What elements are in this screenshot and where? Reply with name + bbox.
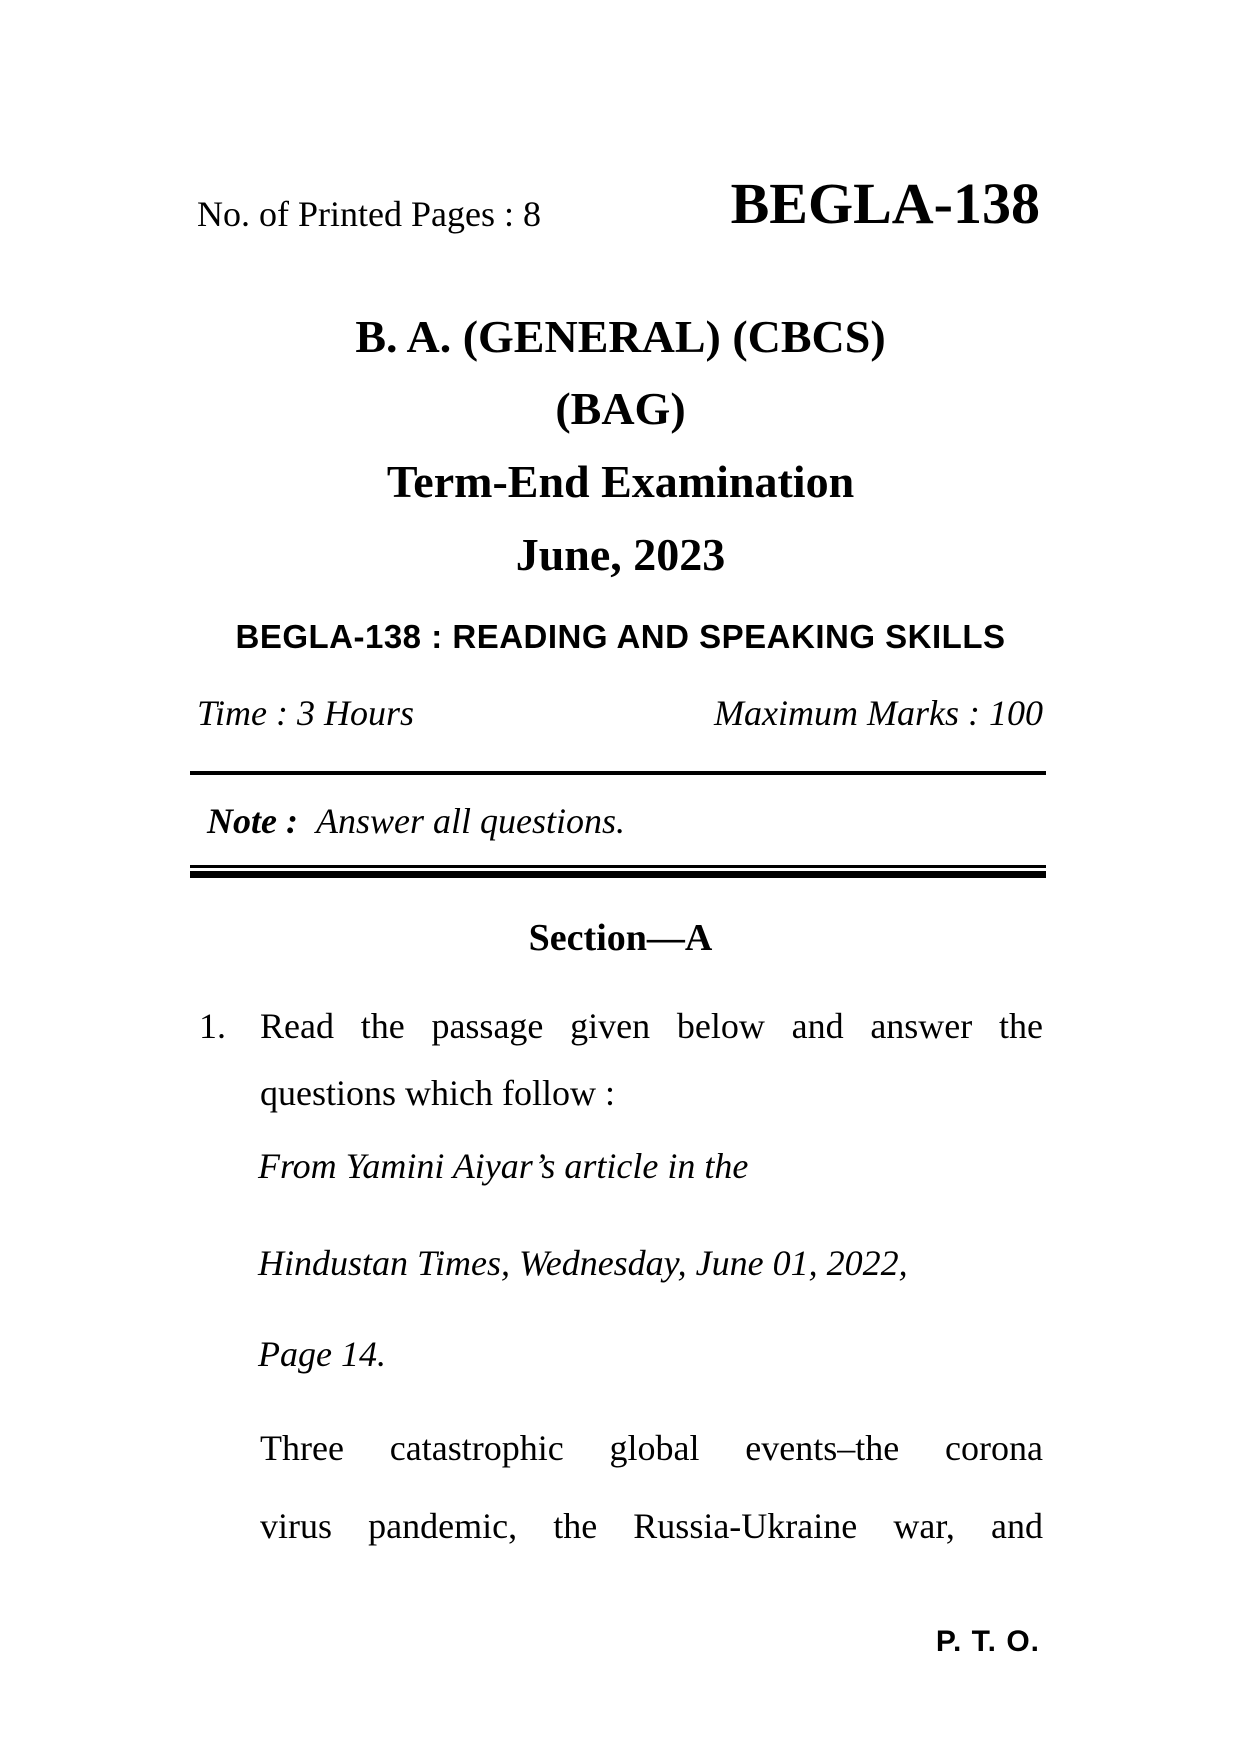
passage-source-line: Hindustan Times, Wednesday, June 01, 2022, [258, 1243, 908, 1283]
program-code: (BAG) [555, 383, 686, 434]
note-text-body: Answer all questions. [315, 801, 625, 841]
program-title: B. A. (GENERAL) (CBCS) [355, 311, 886, 362]
course-title: BEGLA-138 : READING AND SPEAKING SKILLS [235, 618, 1006, 655]
exam-session: June, 2023 [515, 529, 726, 580]
page-turn-over-marker: P. T. O. [935, 1625, 1040, 1658]
passage-text-line: Three catastrophic global events–the corona [260, 1428, 1043, 1468]
printed-pages-note: No. of Printed Pages : 8 [197, 194, 541, 234]
exam-name: Term-End Examination [386, 456, 855, 507]
passage-source-line: Page 14. [258, 1334, 386, 1374]
double-rule-below-note [190, 865, 1046, 878]
question-prompt-line: Read the passage given below and answer the [260, 1006, 1043, 1046]
passage-text-line: virus pandemic, the Russia-Ukraine war, and [260, 1506, 1043, 1546]
question-number: 1. [199, 1006, 226, 1046]
maximum-marks: Maximum Marks : 100 [714, 693, 1043, 733]
section-heading: Section—A [528, 917, 713, 959]
passage-source-line: From Yamini Aiyar’s article in the [258, 1146, 749, 1186]
rule-above-note [190, 771, 1046, 775]
note-row [207, 803, 625, 839]
note-label: Note : [207, 801, 298, 841]
paper-code: BEGLA-138 [730, 171, 1040, 236]
note-text [307, 801, 625, 841]
question-prompt-line: questions which follow : [260, 1073, 615, 1113]
time-marks-row [197, 695, 1043, 731]
time-allowed: Time : 3 Hours [197, 693, 415, 733]
